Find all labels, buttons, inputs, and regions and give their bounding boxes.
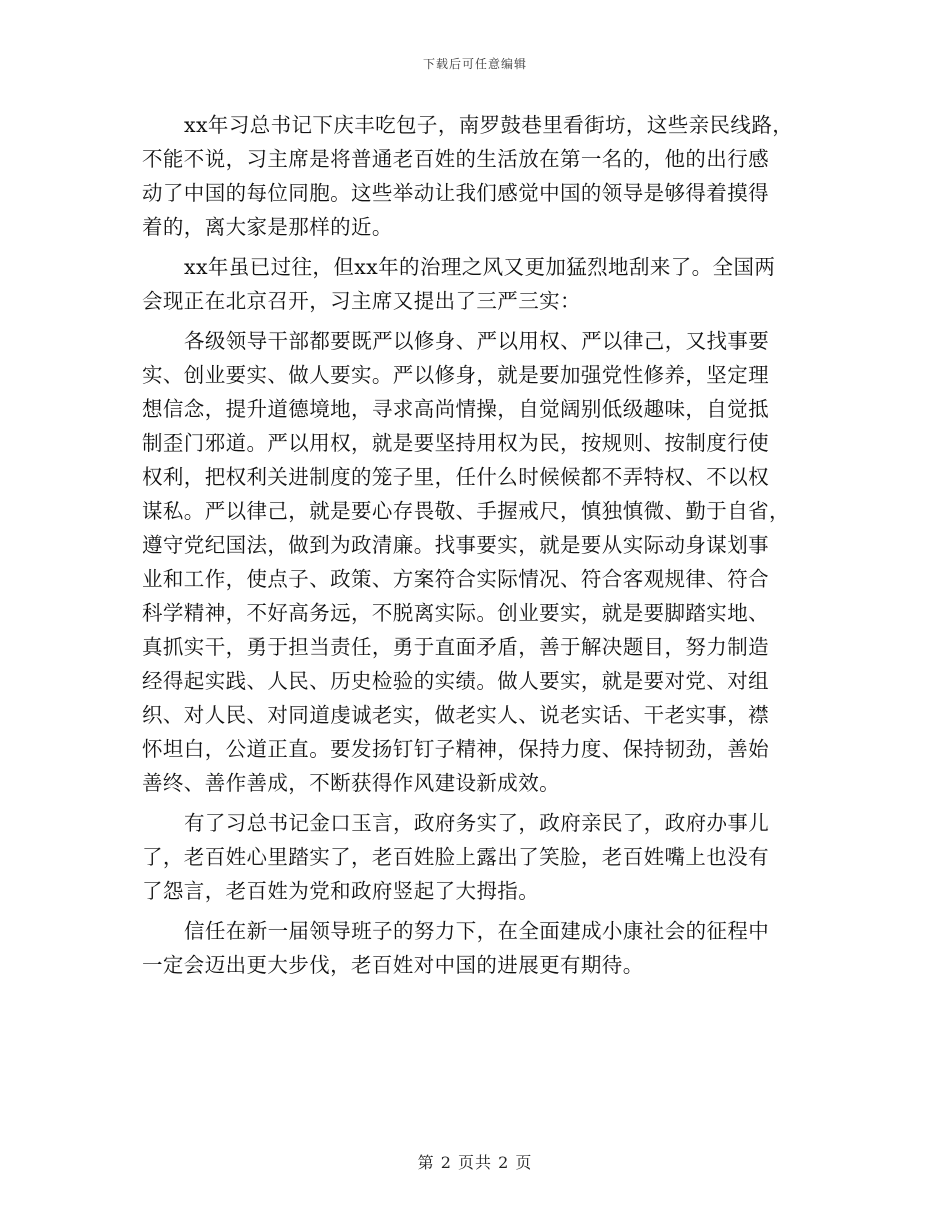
paragraph	[142, 914, 814, 982]
text-line: 一定会迈出更大步伐，老百姓对中国的进展更有期待。	[142, 953, 644, 977]
text-line: xx年习总书记下庆丰吃包子，南罗鼓巷里看街坊，这些亲民线路，	[184, 113, 794, 137]
text-line: 遵守党纪国法，做到为政清廉。找事要实，就是要从实际动身谋划事	[142, 533, 769, 557]
text-line: 了怨言，老百姓为党和政府竖起了大拇指。	[142, 879, 540, 903]
text-line: 制歪门邪道。严以用权，就是要坚持用权为民，按规则、按制度行使	[142, 431, 769, 455]
text-line: 信任在新一届领导班子的努力下，在全面建成小康社会的征程中	[184, 919, 770, 943]
text-line: 动了中国的每位同胞。这些举动让我们感觉中国的领导是够得着摸得	[142, 181, 769, 205]
text-line: 各级领导干部都要既严以修身、严以用权、严以律己，又找事要	[184, 329, 770, 353]
paragraph	[142, 324, 814, 800]
document-body	[142, 108, 814, 988]
text-line: 有了习总书记金口玉言，政府务实了，政府亲民了，政府办事儿	[184, 811, 770, 835]
text-line: 着的，离大家是那样的近。	[142, 215, 393, 239]
page-number: 第 2 页共 2 页	[417, 1153, 533, 1172]
text-line: 不能不说，习主席是将普通老百姓的生活放在第一名的，他的出行感	[142, 147, 769, 171]
text-line: 经得起实践、人民、历史检验的实绩。做人要实，就是要对党、对组	[142, 669, 769, 693]
text-line: 了，老百姓心里踏实了，老百姓脸上露出了笑脸，老百姓嘴上也没有	[142, 845, 769, 869]
text-line: 业和工作，使点子、政策、方案符合实际情况、符合客观规律、符合	[142, 567, 769, 591]
text-line: 真抓实干，勇于担当责任，勇于直面矛盾，善于解决题目，努力制造	[142, 635, 769, 659]
text-line: 怀坦白，公道正直。要发扬钉钉子精神，保持力度、保持韧劲，善始	[142, 737, 769, 761]
text-line: 实、创业要实、做人要实。严以修身，就是要加强党性修养，坚定理	[142, 363, 769, 387]
text-line: 会现正在北京召开，习主席又提出了三严三实：	[142, 289, 581, 313]
paragraph	[142, 250, 814, 318]
text-line: 科学精神，不好高务远，不脱离实际。创业要实，就是要脚踏实地、	[142, 601, 769, 625]
page-header: 下载后可任意编辑	[422, 57, 527, 71]
text-line: 善终、善作善成，不断获得作风建设新成效。	[142, 771, 560, 795]
paragraph	[142, 806, 814, 908]
text-line: xx年虽已过往，但xx年的治理之风又更加猛烈地刮来了。全国两	[184, 255, 776, 279]
text-line: 权利，把权利关进制度的笼子里，任什么时候候都不弄特权、不以权	[142, 465, 769, 489]
paragraph	[142, 108, 814, 244]
text-line: 想信念，提升道德境地，寻求高尚情操，自觉阔别低级趣味，自觉抵	[142, 397, 769, 421]
text-line: 谋私。严以律己，就是要心存畏敬、手握戒尺，慎独慎微、勤于自省，	[142, 499, 790, 523]
text-line: 织、对人民、对同道虔诚老实，做老实人、说老实话、干老实事，襟	[142, 703, 769, 727]
